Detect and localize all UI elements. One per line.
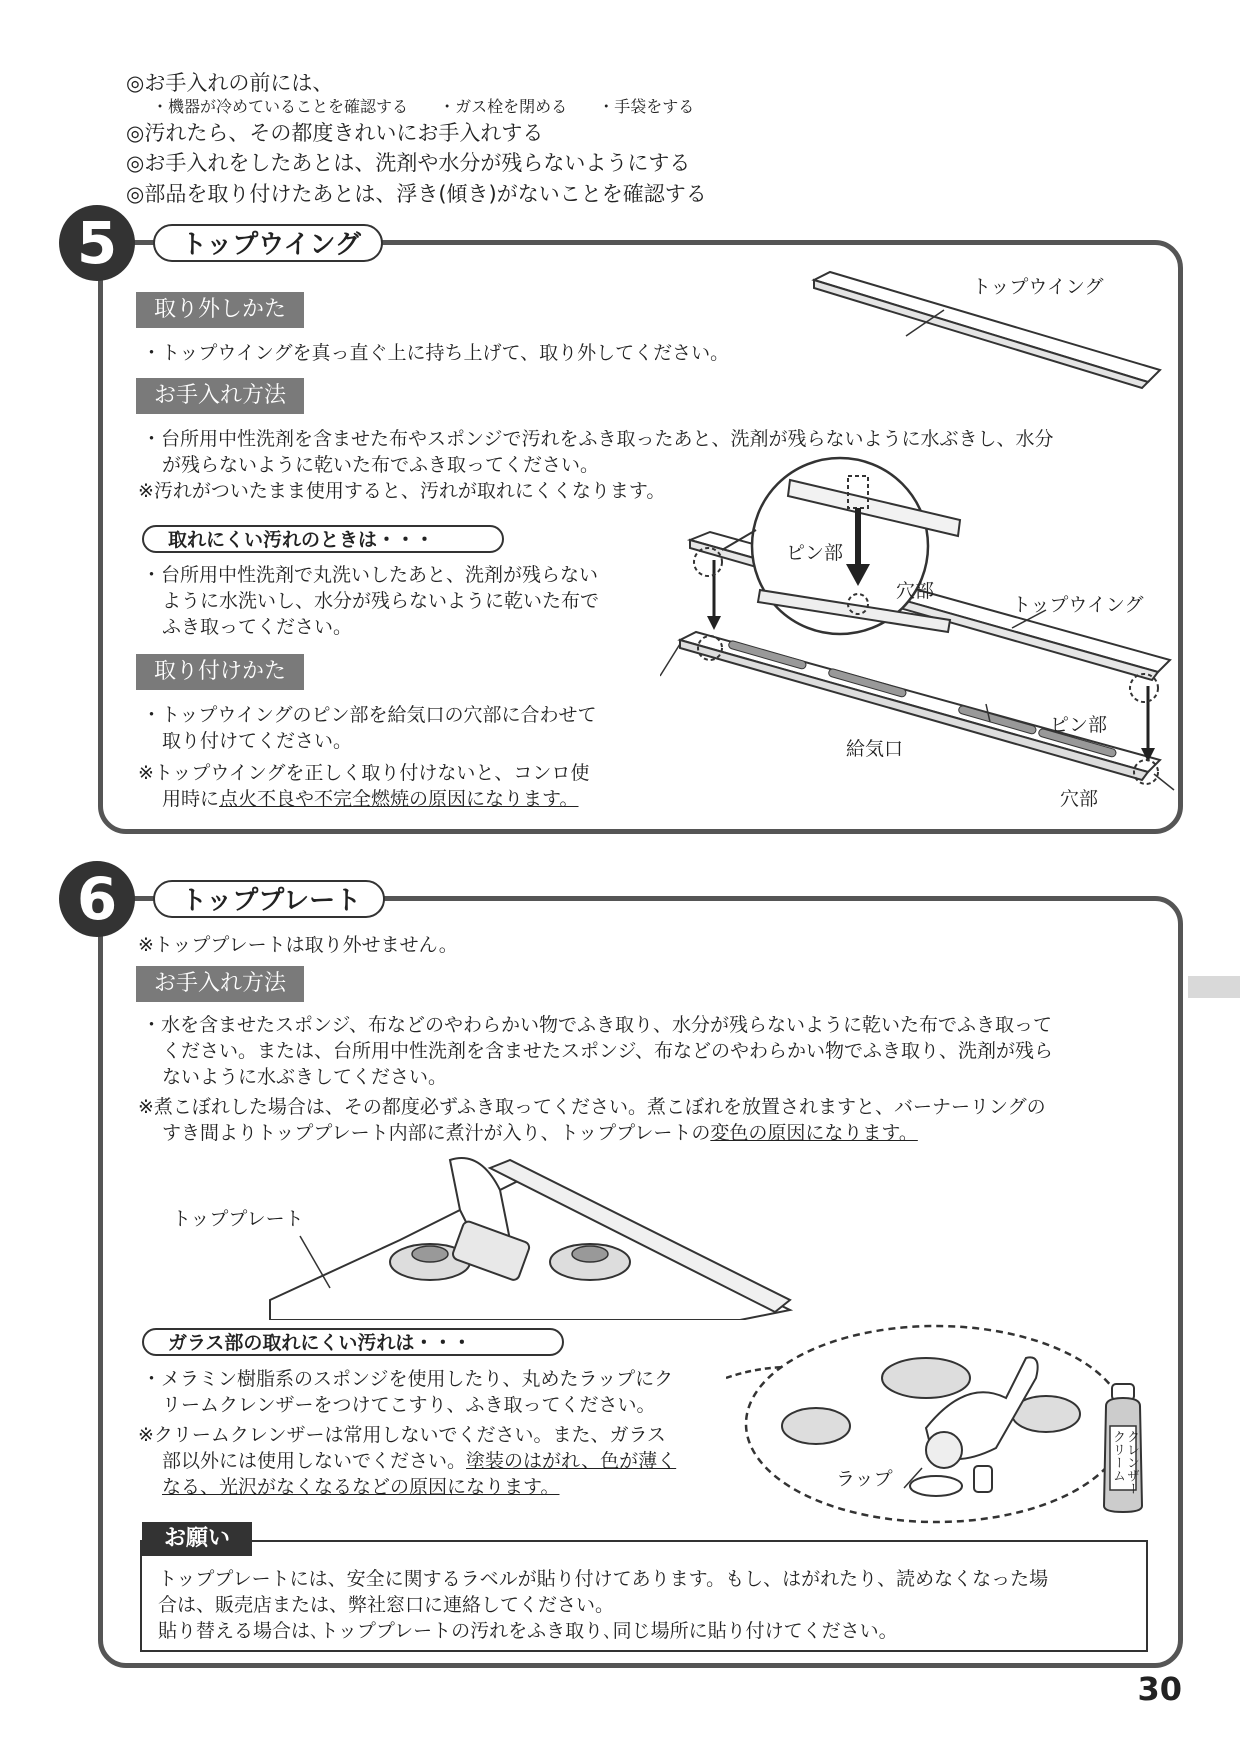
precaution-line-3: ◎お手入れをしたあとは、洗剤や水分が残らないようにする [126, 151, 691, 175]
request-text-3: 貼り替える場合は､トッププレートの汚れをふき取り､同じ場所に貼り付けてください｡ [158, 1620, 889, 1642]
fig-plate-label: トッププレート [172, 1208, 304, 1230]
top-wing-install-diagram [660, 450, 1180, 830]
section-5-care-text-2: が残らないように乾いた布でふき取ってください。 [162, 454, 600, 476]
glass-note-warning: 塗装のはがれ、色が薄く [466, 1450, 677, 1472]
precaution-line-4: ◎部品を取り付けたあとは、浮き(傾き)がないことを確認する [126, 182, 707, 206]
glass-note-prefix: 部以外には使用しないでください。 [162, 1450, 467, 1472]
fig-vent-label: 給気口 [846, 738, 904, 760]
section-5-care-text-1: ・台所用中性洗剤を含ませた布やスポンジで汚れをふき取ったあと、洗剤が残らないように水ぶきし、水分 [142, 428, 1054, 450]
fig-cleanser-label: クレンザー クリーム [1110, 1430, 1139, 1495]
note-2-warning: 変色の原因になります。 [710, 1122, 918, 1144]
request-text-2: 合は、販売店または、弊社窓口に連絡してください。 [158, 1594, 615, 1616]
section-5-stubborn-title: 取れにくい汚れのときは・・・ [142, 525, 504, 553]
section-5-removal-text: ・トップウイングを真っ直ぐ上に持ち上げて、取り外してください。 [142, 342, 730, 364]
section-6-glass-note-1: ※クリームクレンザーは常用しないでください。また、ガラス [138, 1424, 666, 1446]
fig-hole-label-2: 穴部 [1060, 788, 1099, 810]
fig-pin-label-2: ピン部 [1050, 714, 1108, 736]
page-number: 30 [1137, 1670, 1182, 1708]
section-5-install-text-2: 取り付けてください。 [162, 730, 353, 752]
top-plate-illustration [260, 1150, 800, 1320]
precaution-line-2: ◎汚れたら、その都度きれいにお手入れする [126, 121, 544, 145]
section-6-number-badge: 6 [59, 861, 135, 937]
section-6-glass-text-1: ・メラミン樹脂系のスポンジを使用したり、丸めたラップにク [142, 1368, 674, 1390]
section-5-care-label: お手入れ方法 [136, 378, 304, 414]
section-5-install-text-1: ・トップウイングのピン部を給気口の穴部に合わせて [142, 704, 597, 726]
fig-wrap-label: ラップ [836, 1468, 893, 1490]
section-5-number-badge: 5 [59, 205, 135, 281]
section-5-stubborn-text-3: ふき取ってください。 [162, 616, 353, 638]
precaution-sub-item: ・機器が冷めていることを確認する [152, 97, 409, 116]
request-text-1: トッププレートには、安全に関するラベルが貼り付けてあります。もし、はがれたり、読めなくなった場 [158, 1568, 1049, 1590]
section-5-removal-label: 取り外しかた [136, 292, 304, 328]
section-5-title: トップウイング [153, 224, 383, 262]
fig-wing-label: トップウイング [1012, 594, 1144, 616]
section-5-stubborn-text-2: ように水洗いし、水分が残らないように乾いた布で [162, 590, 600, 612]
fig-top-wing-label: トップウイング [972, 276, 1104, 298]
section-6-not-removable: ※トッププレートは取り外せません。 [138, 934, 458, 956]
install-note-warning: 点火不良や不完全燃焼の原因になります。 [219, 788, 579, 810]
section-6-glass-note-3: なる、光沢がなくなるなどの原因になります。 [162, 1476, 560, 1498]
section-6-note-1: ※煮こぼれした場合は、その都度必ずふき取ってください。煮こぼれを放置されますと、バーナーリングの [138, 1096, 1046, 1118]
precaution-sub-item: ・ガス栓を閉める [439, 97, 568, 116]
section-6-glass-text-2: リームクレンザーをつけてこすり、ふき取ってください。 [162, 1394, 656, 1416]
side-index-tab [1188, 976, 1240, 998]
fig-hole-label: 穴部 [896, 580, 935, 602]
section-6-care-label: お手入れ方法 [136, 966, 304, 1002]
request-title: お願い [142, 1522, 252, 1556]
precaution-sub-items [152, 94, 720, 117]
note-2-prefix: すき間よりトッププレート内部に煮汁が入り、トッププレートの [162, 1122, 711, 1144]
section-6-title: トッププレート [153, 880, 385, 918]
section-6-care-text-3: ないように水ぶきしてください。 [162, 1066, 448, 1088]
section-6-glass-note-2 [162, 1448, 676, 1474]
glass-cleaning-illustration [726, 1318, 1146, 1528]
section-5-install-note-2 [162, 786, 579, 812]
section-6-glass-title: ガラス部の取れにくい汚れは・・・ [142, 1328, 564, 1356]
precaution-line-1: ◎お手入れの前には、 [126, 71, 334, 95]
fig-pin-label: ピン部 [786, 542, 844, 564]
section-5-install-note-1: ※トップウイングを正しく取り付けないと、コンロ使 [138, 762, 590, 784]
section-5-care-note: ※汚れがついたまま使用すると、汚れが取れにくくなります。 [138, 480, 666, 502]
section-5-stubborn-text-1: ・台所用中性洗剤で丸洗いしたあと、洗剤が残らない [142, 564, 599, 586]
precaution-sub-item: ・手袋をする [598, 97, 695, 116]
install-note-prefix: 用時に [162, 788, 220, 810]
section-6-care-text-2: ください。または、台所用中性洗剤を含ませたスポンジ、布などのやわらかい物でふき取り、洗剤が残ら [162, 1040, 1054, 1062]
section-6-care-text-1: ・水を含ませたスポンジ、布などのやわらかい物でふき取り、水分が残らないように乾いた布でふき取って [142, 1014, 1053, 1036]
section-5-install-label: 取り付けかた [136, 654, 304, 690]
section-6-note-2 [162, 1120, 918, 1146]
